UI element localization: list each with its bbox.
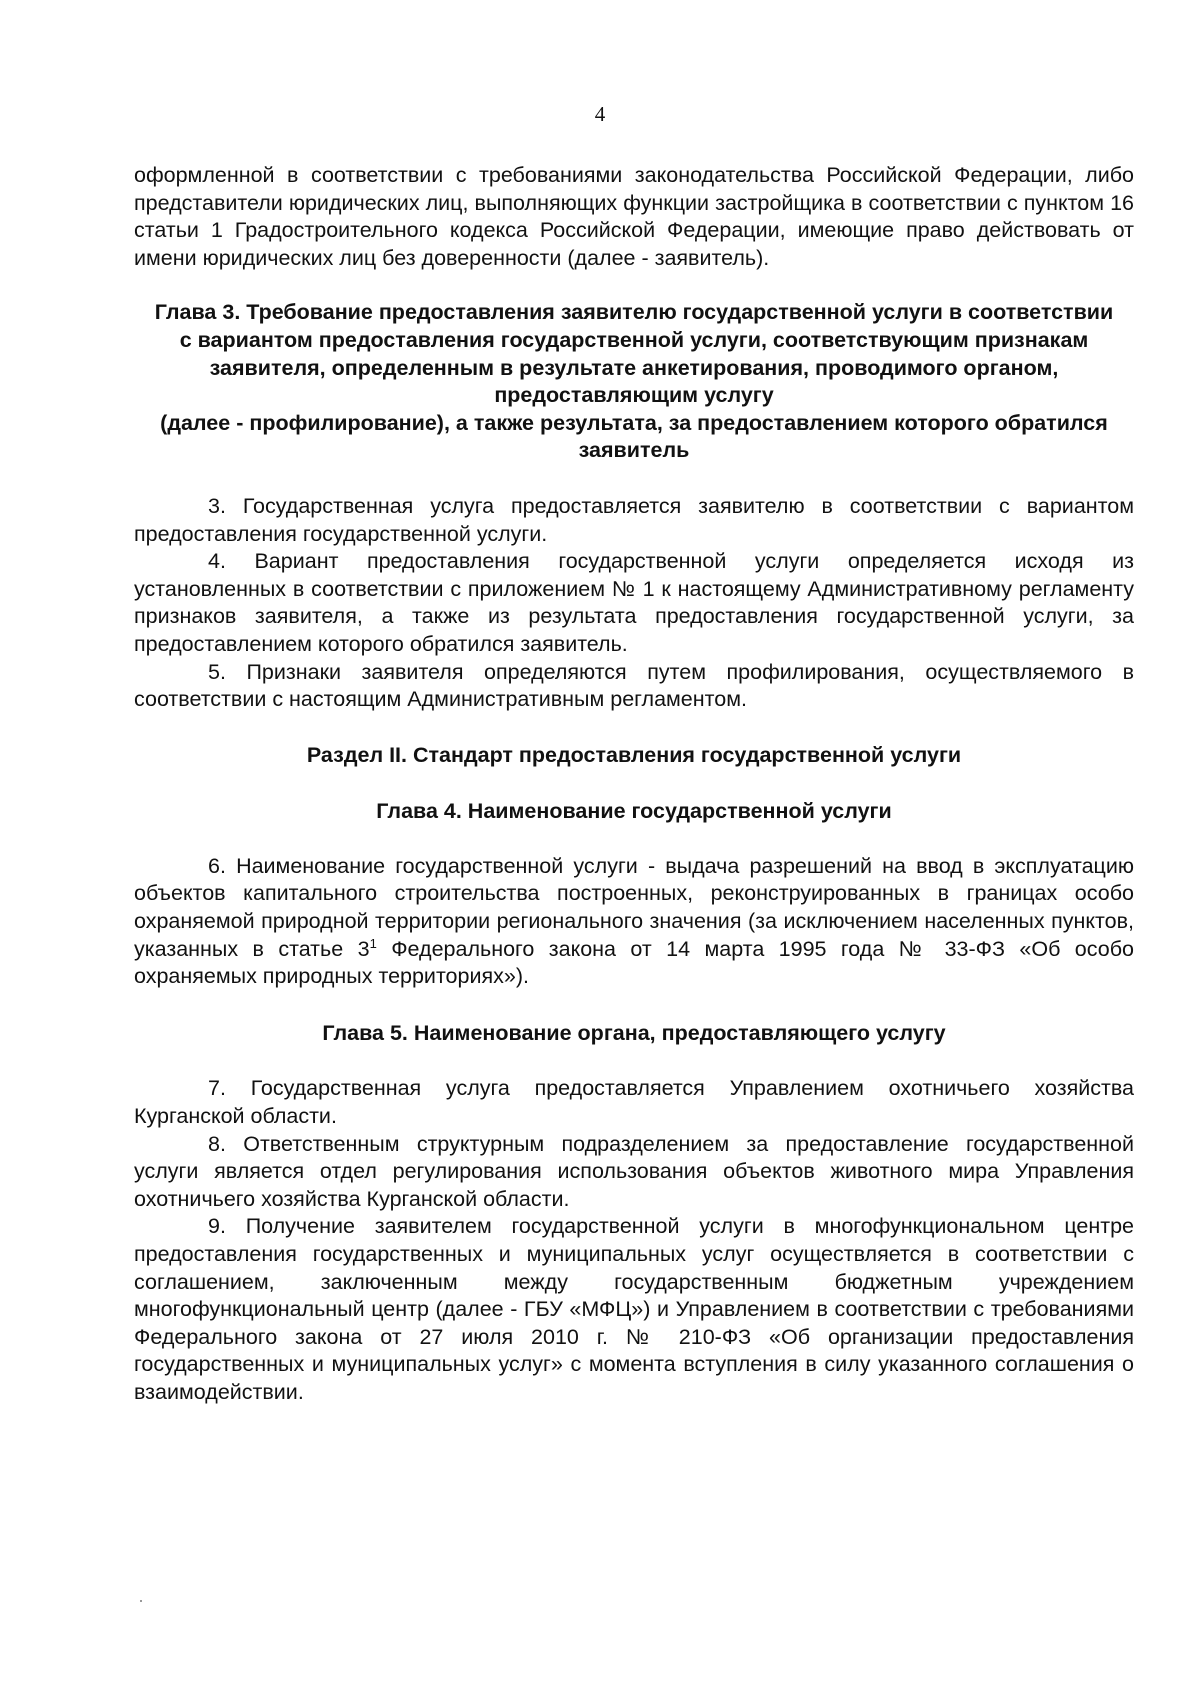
paragraph-6-text-b: Федерального закона от 14 марта 1995 года № 33-ФЗ «Об особо охраняемых природных территориях»).: [134, 936, 1134, 989]
page-number: 4: [594, 102, 606, 126]
paragraph-6-text-a: 6. Наименование государственной услуги - выдача разрешений на ввод в эксплуатацию объектов капитального строительства построенных, реконструированных в границах особо охраняемой природной территории регионального значения (за исключением населенных пунктов, указанных в статье 3: [134, 853, 1134, 961]
paragraph-8: 8. Ответственным структурным подразделением за предоставление государственной услуги является отдел регулирования использования объектов животного мира Управления охотничьего хозяйства Курганской области.: [134, 1131, 1134, 1211]
paragraph-6-superscript: 1: [369, 935, 377, 951]
paragraph-4: 4. Вариант предоставления государственной услуги определяется исходя из установленных в соответствии с приложением № 1 к настоящему Административному регламенту признаков заявителя, а также из результата предоставления государственной услуги, за предоставлением которого обратился заявитель.: [134, 549, 1134, 656]
paragraph-5: 5. Признаки заявителя определяются путем профилирования, осуществляемого в соответствии с настоящим Административным регламентом.: [134, 659, 1134, 712]
chapter-3-heading-part2: (далее - профилирование), а также результата, за предоставлением которого обратился заявитель: [160, 410, 1108, 463]
paragraph-7: 7. Государственная услуга предоставляется Управлением охотничьего хозяйства Курганской области.: [134, 1076, 1134, 1129]
document-body: [134, 162, 1134, 1407]
section-2-heading: Раздел II. Стандарт предоставления государственной услуги: [306, 742, 962, 767]
paragraph-9: 9. Получение заявителем государственной услуги в многофункциональном центре предоставления государственных и муниципальных услуг осуществляется в соответствии с соглашением, заключенным между государственным бюджетным учреждением многофункциональный центр (далее - ГБУ «МФЦ») и Управлением в соответствии с требованиями Федерального закона от 27 июля 2010 г. № 210-ФЗ «Об организации предоставления государственных и муниципальных услуг» с момента вступления в силу указанного соглашения о взаимодействии.: [134, 1214, 1134, 1404]
chapter-5-heading: Глава 5. Наименование органа, предоставляющего услугу: [322, 1020, 946, 1045]
chapter-4-heading: Глава 4. Наименование государственной услуги: [376, 799, 892, 824]
chapter-3-heading: [134, 299, 1134, 465]
paragraph-6: [134, 853, 1134, 991]
chapter-3-heading-part1: Глава 3. Требование предоставления заявителю государственной услуги в соответствии с вариантом предоставления государственной услуги, соответствующим признакам заявителя, определенным в результате анкетирования, проводимого органом, предоставляющим услугу: [154, 300, 1114, 408]
paragraph-intro: оформленной в соответствии с требованиями законодательства Российской Федерации, либо представители юридических лиц, выполняющих функции застройщика в соответствии с пунктом 16 статьи 1 Градостроительного кодекса Российской Федерации, имеющие право действовать от имени юридических лиц без доверенности (далее - заявитель).: [134, 163, 1134, 270]
scan-speck: [140, 1600, 142, 1602]
paragraph-3: 3. Государственная услуга предоставляется заявителю в соответствии с вариантом предоставления государственной услуги.: [134, 493, 1134, 546]
